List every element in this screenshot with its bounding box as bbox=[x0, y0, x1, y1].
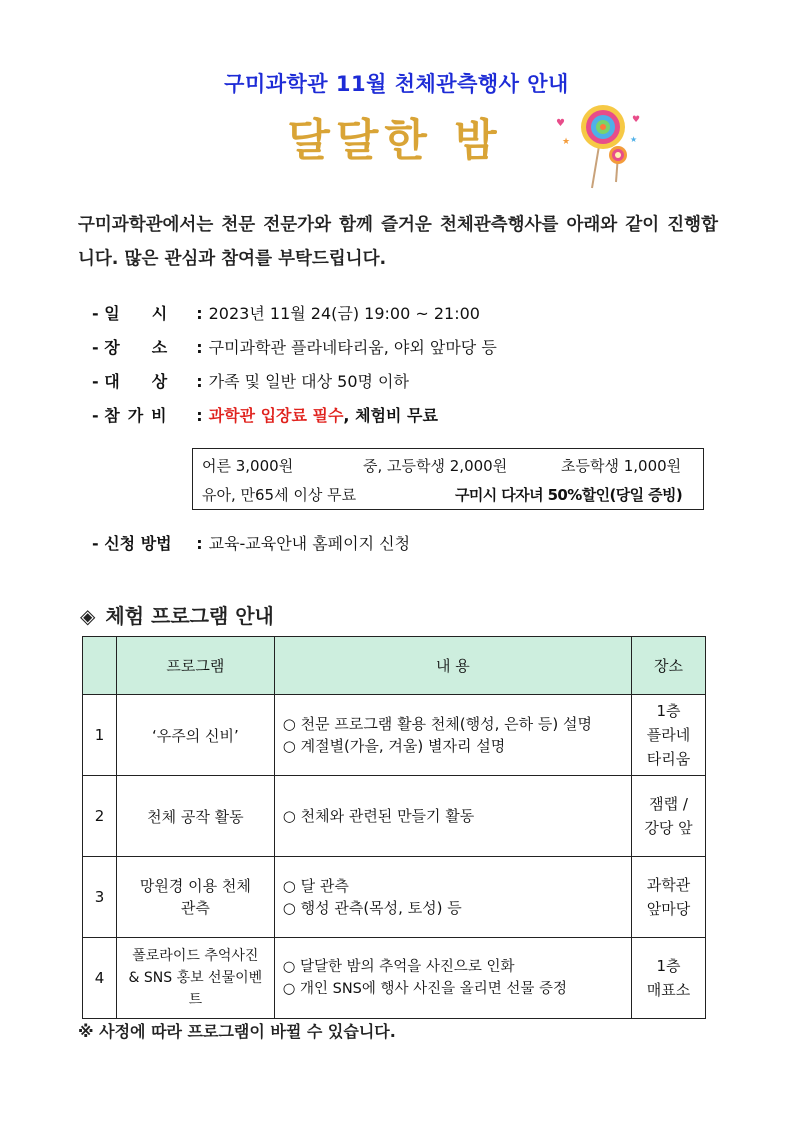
page-subtitle: 구미과학관 11월 천체관측행사 안내 bbox=[224, 72, 569, 96]
svg-text:♥: ♥ bbox=[632, 115, 641, 125]
row-number: 3 bbox=[83, 857, 117, 938]
content-line: ○ 천문 프로그램 활용 천체(행성, 은하 등) 설명 bbox=[282, 715, 593, 733]
column-header: 프로그램 bbox=[116, 637, 274, 695]
location-line: 강당 앞 bbox=[644, 819, 693, 837]
program-location bbox=[632, 938, 706, 1019]
lollipop-icon bbox=[548, 100, 643, 190]
fee-student: 중, 고등학생 2,000원 bbox=[363, 457, 508, 475]
info-row-target: - 대 상 : 가족 및 일반 대상 50명 이하 bbox=[92, 370, 409, 394]
label-char: 소 bbox=[151, 338, 168, 357]
svg-text:★: ★ bbox=[630, 135, 638, 144]
info-row-fee: - 참 가 비 : 과학관 입장료 필수, 체험비 무료 bbox=[92, 404, 438, 428]
program-name: 망원경 이용 천체 관측 bbox=[116, 857, 274, 938]
content-line: ○ 달 관측 bbox=[282, 877, 349, 895]
row-number: 2 bbox=[83, 776, 117, 857]
section-heading-text: 체험 프로그램 안내 bbox=[105, 604, 274, 628]
fee-adult: 어른 3,000원 bbox=[202, 457, 294, 475]
column-header bbox=[83, 637, 117, 695]
program-table bbox=[82, 636, 706, 1019]
svg-text:♥: ♥ bbox=[556, 118, 565, 129]
fee-table bbox=[192, 448, 704, 510]
diamond-icon: ◈ bbox=[80, 604, 96, 628]
column-header: 장소 bbox=[632, 637, 706, 695]
label-char: 일 bbox=[104, 304, 120, 323]
location-line: 플라네 bbox=[646, 726, 691, 744]
table-row bbox=[83, 857, 706, 938]
location-line: 매표소 bbox=[646, 981, 691, 999]
target-value: 가족 및 일반 대상 50명 이하 bbox=[208, 372, 409, 391]
location-line: 과학관 bbox=[646, 876, 691, 894]
location-line: 1층 bbox=[656, 957, 681, 975]
fee-required: 과학관 입장료 필수 bbox=[208, 406, 344, 425]
footnote: ※ 사정에 따라 프로그램이 바뀔 수 있습니다. bbox=[78, 1022, 396, 1041]
program-name: ‘우주의 신비’ bbox=[116, 695, 274, 776]
info-row-date: - 일 시 : 2023년 11월 24(금) 19:00 ~ 21:00 bbox=[92, 302, 480, 326]
place-value: 구미과학관 플라네타리움, 야외 앞마당 등 bbox=[208, 338, 497, 357]
label-char: 시 bbox=[151, 304, 168, 323]
program-location bbox=[632, 857, 706, 938]
program-location bbox=[632, 695, 706, 776]
content-line: ○ 행성 관측(목성, 토성) 등 bbox=[282, 899, 462, 917]
fee-free: , 체험비 무료 bbox=[343, 406, 438, 425]
apply-label: 신청 방법 bbox=[104, 534, 172, 553]
content-line: ○ 개인 SNS에 행사 사진을 올리면 선물 증정 bbox=[282, 981, 568, 997]
program-content bbox=[274, 776, 631, 857]
intro-paragraph: 구미과학관에서는 천문 전문가와 함께 즐거운 천체관측행사를 아래와 같이 진행합니다. 많은 관심과 참여를 부탁드립니다. bbox=[78, 215, 718, 269]
program-location bbox=[632, 776, 706, 857]
info-row-apply: - 신청 방법 : 교육-교육안내 홈페이지 신청 bbox=[92, 532, 410, 556]
label-char: 대 bbox=[104, 372, 120, 391]
table-row bbox=[83, 938, 706, 1019]
content-line: ○ 계절별(가을, 겨울) 별자리 설명 bbox=[282, 737, 506, 755]
location-line: 타리움 bbox=[646, 750, 691, 768]
location-line: 앞마당 bbox=[646, 900, 691, 918]
table-header-row bbox=[83, 637, 706, 695]
program-name: 천체 공작 활동 bbox=[116, 776, 274, 857]
program-content bbox=[274, 938, 631, 1019]
label-char: 비 bbox=[151, 406, 167, 425]
location-line: 잼랩 / bbox=[649, 795, 688, 813]
fee-free-age: 유아, 만65세 이상 무료 bbox=[202, 486, 357, 504]
table-row bbox=[83, 695, 706, 776]
fee-child: 초등학생 1,000원 bbox=[561, 457, 682, 475]
page-title: 달달한 밤 bbox=[287, 115, 503, 166]
label-char: 참 bbox=[104, 406, 120, 425]
row-number: 1 bbox=[83, 695, 117, 776]
location-line: 1층 bbox=[656, 702, 681, 720]
program-content bbox=[274, 695, 631, 776]
label-char: 상 bbox=[151, 372, 168, 391]
content-line: ○ 천체와 관련된 만들기 활동 bbox=[282, 807, 475, 825]
program-name: 폴로라이드 추억사진 & SNS 홍보 선물이벤트 bbox=[116, 938, 274, 1019]
column-header: 내 용 bbox=[274, 637, 631, 695]
date-value: 2023년 11월 24(금) 19:00 ~ 21:00 bbox=[208, 304, 480, 323]
info-row-place: - 장 소 : 구미과학관 플라네타리움, 야외 앞마당 등 bbox=[92, 336, 497, 360]
label-char: 가 bbox=[127, 406, 144, 425]
svg-text:★: ★ bbox=[562, 137, 571, 147]
row-number: 4 bbox=[83, 938, 117, 1019]
label-char: 장 bbox=[104, 338, 120, 357]
fee-discount: 구미시 다자녀 50%할인(당일 증빙) bbox=[455, 486, 683, 504]
program-content bbox=[274, 857, 631, 938]
section-heading bbox=[80, 600, 274, 629]
content-line: ○ 달달한 밤의 추억을 사진으로 인화 bbox=[282, 959, 515, 975]
apply-value: 교육-교육안내 홈페이지 신청 bbox=[208, 534, 411, 553]
table-row bbox=[83, 776, 706, 857]
